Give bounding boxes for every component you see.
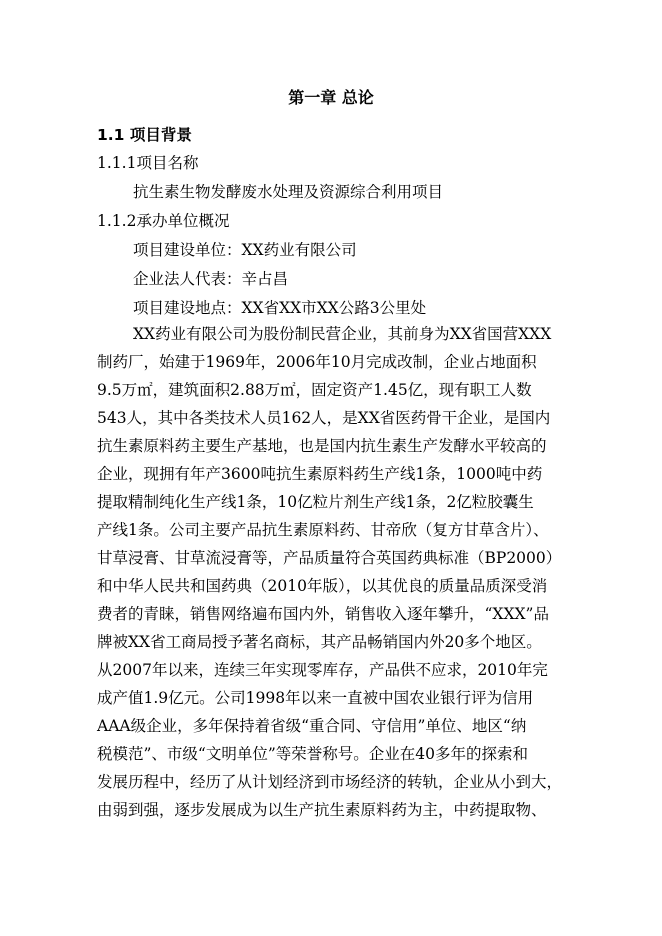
company-profile-paragraph [97, 320, 565, 824]
paragraph-line: 成产值1.9亿元。公司1998年以来一直被中国农业银行评为信用 [97, 689, 534, 707]
subsection-heading-organizer: 1.1.2承办单位概况 [97, 212, 230, 230]
paragraph-line: 产线1条。公司主要产品抗生素原料药、甘帝欣（复方甘草含片）、 [97, 521, 549, 539]
paragraph-line: 税模范”、市级“文明单位”等荣誉称号。企业在40多年的探索和 [97, 745, 528, 763]
paragraph-line: 制药厂，始建于1969年，2006年10月完成改制，企业占地面积 [97, 353, 537, 371]
chapter-title: 第一章 总论 [288, 88, 374, 107]
paragraph-line: 牌被XX省工商局授予著名商标，其产品畅销国内外20多个地区。 [97, 633, 542, 651]
project-name-text: 抗生素生物发酵废水处理及资源综合利用项目 [133, 183, 444, 201]
paragraph-line: 提取精制纯化生产线1条，10亿粒片剂生产线1条，2亿粒胶囊生 [97, 493, 534, 511]
paragraph-line: 9.5万㎡，建筑面积2.88万㎡，固定资产1.45亿，现有职工人数 [97, 381, 532, 399]
paragraph-line: XX药业有限公司为股份制民营企业，其前身为XX省国营XXX [133, 325, 552, 343]
paragraph-line: 甘草浸膏、甘草流浸膏等，产品质量符合英国药典标准（BP2000） [97, 549, 562, 567]
paragraph-line: 费者的青睐，销售网络遍布国内外，销售收入逐年攀升，“XXX”品 [97, 605, 549, 623]
paragraph-line: AAA级企业，多年保持着省级“重合同、守信用”单位、地区“纳 [97, 717, 527, 735]
paragraph-line: 企业，现拥有年产3600吨抗生素原料药生产线1条，1000吨中药 [97, 465, 543, 483]
section-heading: 1.1 项目背景 [97, 126, 192, 144]
location-line: 项目建设地点：XX省XX市XX公路3公里处 [133, 299, 427, 317]
builder-line: 项目建设单位：XX药业有限公司 [133, 241, 357, 259]
subsection-heading-project-name: 1.1.1项目名称 [97, 154, 199, 172]
paragraph-line: 由弱到强，逐步发展成为以生产抗生素原料药为主，中药提取物、 [97, 801, 547, 819]
paragraph-line: 抗生素原料药主要生产基地，也是国内抗生素生产发酵水平较高的 [97, 437, 547, 455]
paragraph-line: 发展历程中，经历了从计划经济到市场经济的转轨，企业从小到大， [97, 773, 563, 791]
paragraph-line: 从2007年以来，连续三年实现零库存，产品供不应求，2010年完 [97, 661, 548, 679]
legal-rep-line: 企业法人代表：辛占昌 [133, 270, 289, 288]
paragraph-line: 和中华人民共和国药典（2010年版），以其优良的质量品质深受消 [97, 577, 548, 595]
paragraph-line: 543人，其中各类技术人员162人，是XX省医药骨干企业，是国内 [97, 409, 551, 427]
